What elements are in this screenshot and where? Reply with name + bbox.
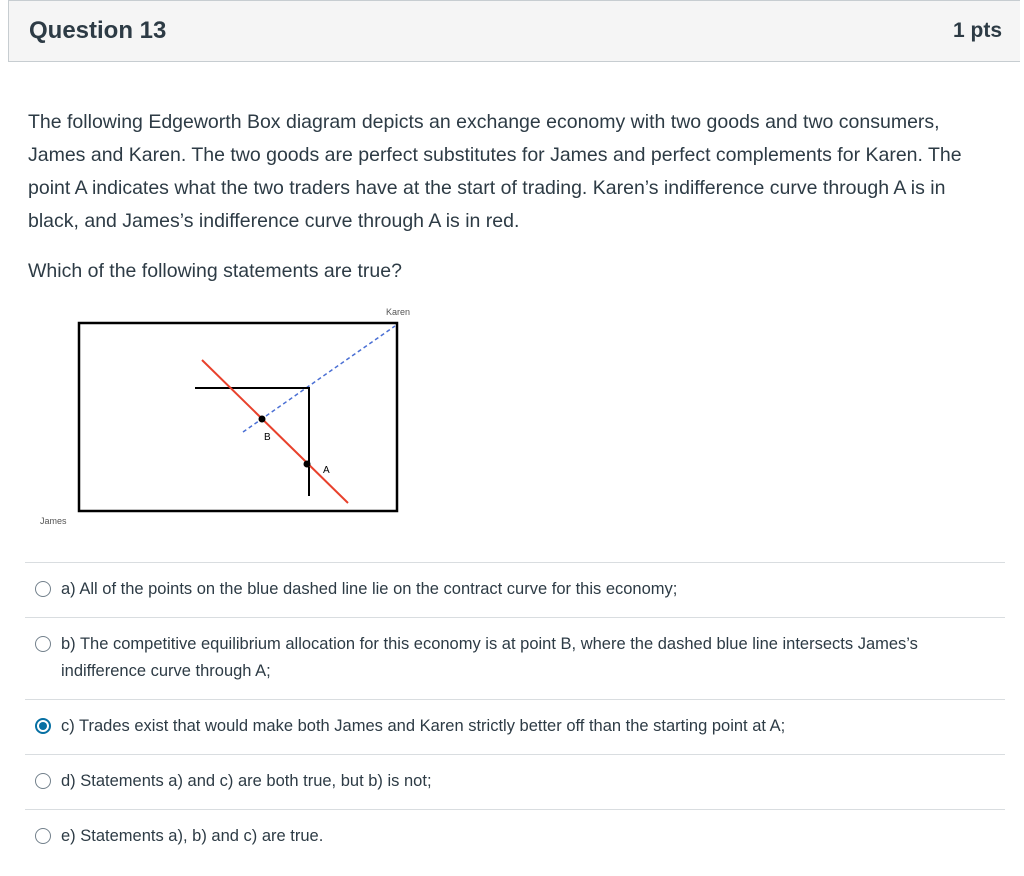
- contract-line: [243, 326, 395, 432]
- edgeworth-box: [79, 323, 397, 511]
- point-a: [304, 461, 311, 468]
- answer-label: e) Statements a), b) and c) are true.: [61, 827, 324, 845]
- answer-list: [25, 562, 1005, 866]
- answer-label: b) The competitive equilibrium allocation for this economy is at point B, where the dashed blue line intersects James’s indifference curve through A;: [61, 635, 918, 680]
- answer-label: a) All of the points on the blue dashed line lie on the contract curve for this economy;: [61, 580, 678, 598]
- answer-option-a[interactable]: [25, 562, 1005, 617]
- edgeworth-box-diagram: [30, 300, 430, 535]
- karen-origin-label: Karen: [386, 307, 411, 317]
- answer-option-d[interactable]: [25, 754, 1005, 809]
- question-prompt: Which of the following statements are true?: [28, 260, 402, 282]
- radio-button-selected[interactable]: [35, 718, 51, 734]
- question-header: [8, 0, 1020, 62]
- answer-option-c[interactable]: [25, 699, 1005, 754]
- point-b: [259, 416, 266, 423]
- point-b-label: B: [264, 432, 271, 443]
- question-points: 1 pts: [952, 19, 1002, 42]
- answer-label: c) Trades exist that would make both James and Karen strictly better off than the starting point at A;: [61, 717, 786, 735]
- james-origin-label: James: [40, 516, 67, 526]
- question-text: The following Edgeworth Box diagram depicts an exchange economy with two goods and two consumers, James and Karen. The two goods are perfect substitutes for James and perfect complements for Karen. The point A indicates what the two traders have at the start of trading. Karen’s indifference curve through A is in black, and James’s indifference curve through A is in red.: [28, 111, 962, 232]
- karen-indifference-curve: [195, 388, 309, 496]
- james-indifference-curve: [202, 360, 348, 503]
- answer-option-e[interactable]: [25, 809, 1005, 866]
- question-title: Question 13: [29, 17, 167, 44]
- radio-button[interactable]: [35, 581, 51, 597]
- radio-button[interactable]: [35, 828, 51, 844]
- radio-button[interactable]: [35, 773, 51, 789]
- radio-button[interactable]: [35, 636, 51, 652]
- point-a-label: A: [323, 465, 330, 476]
- answer-option-b[interactable]: [25, 617, 1005, 699]
- answer-label: d) Statements a) and c) are both true, but b) is not;: [61, 772, 432, 790]
